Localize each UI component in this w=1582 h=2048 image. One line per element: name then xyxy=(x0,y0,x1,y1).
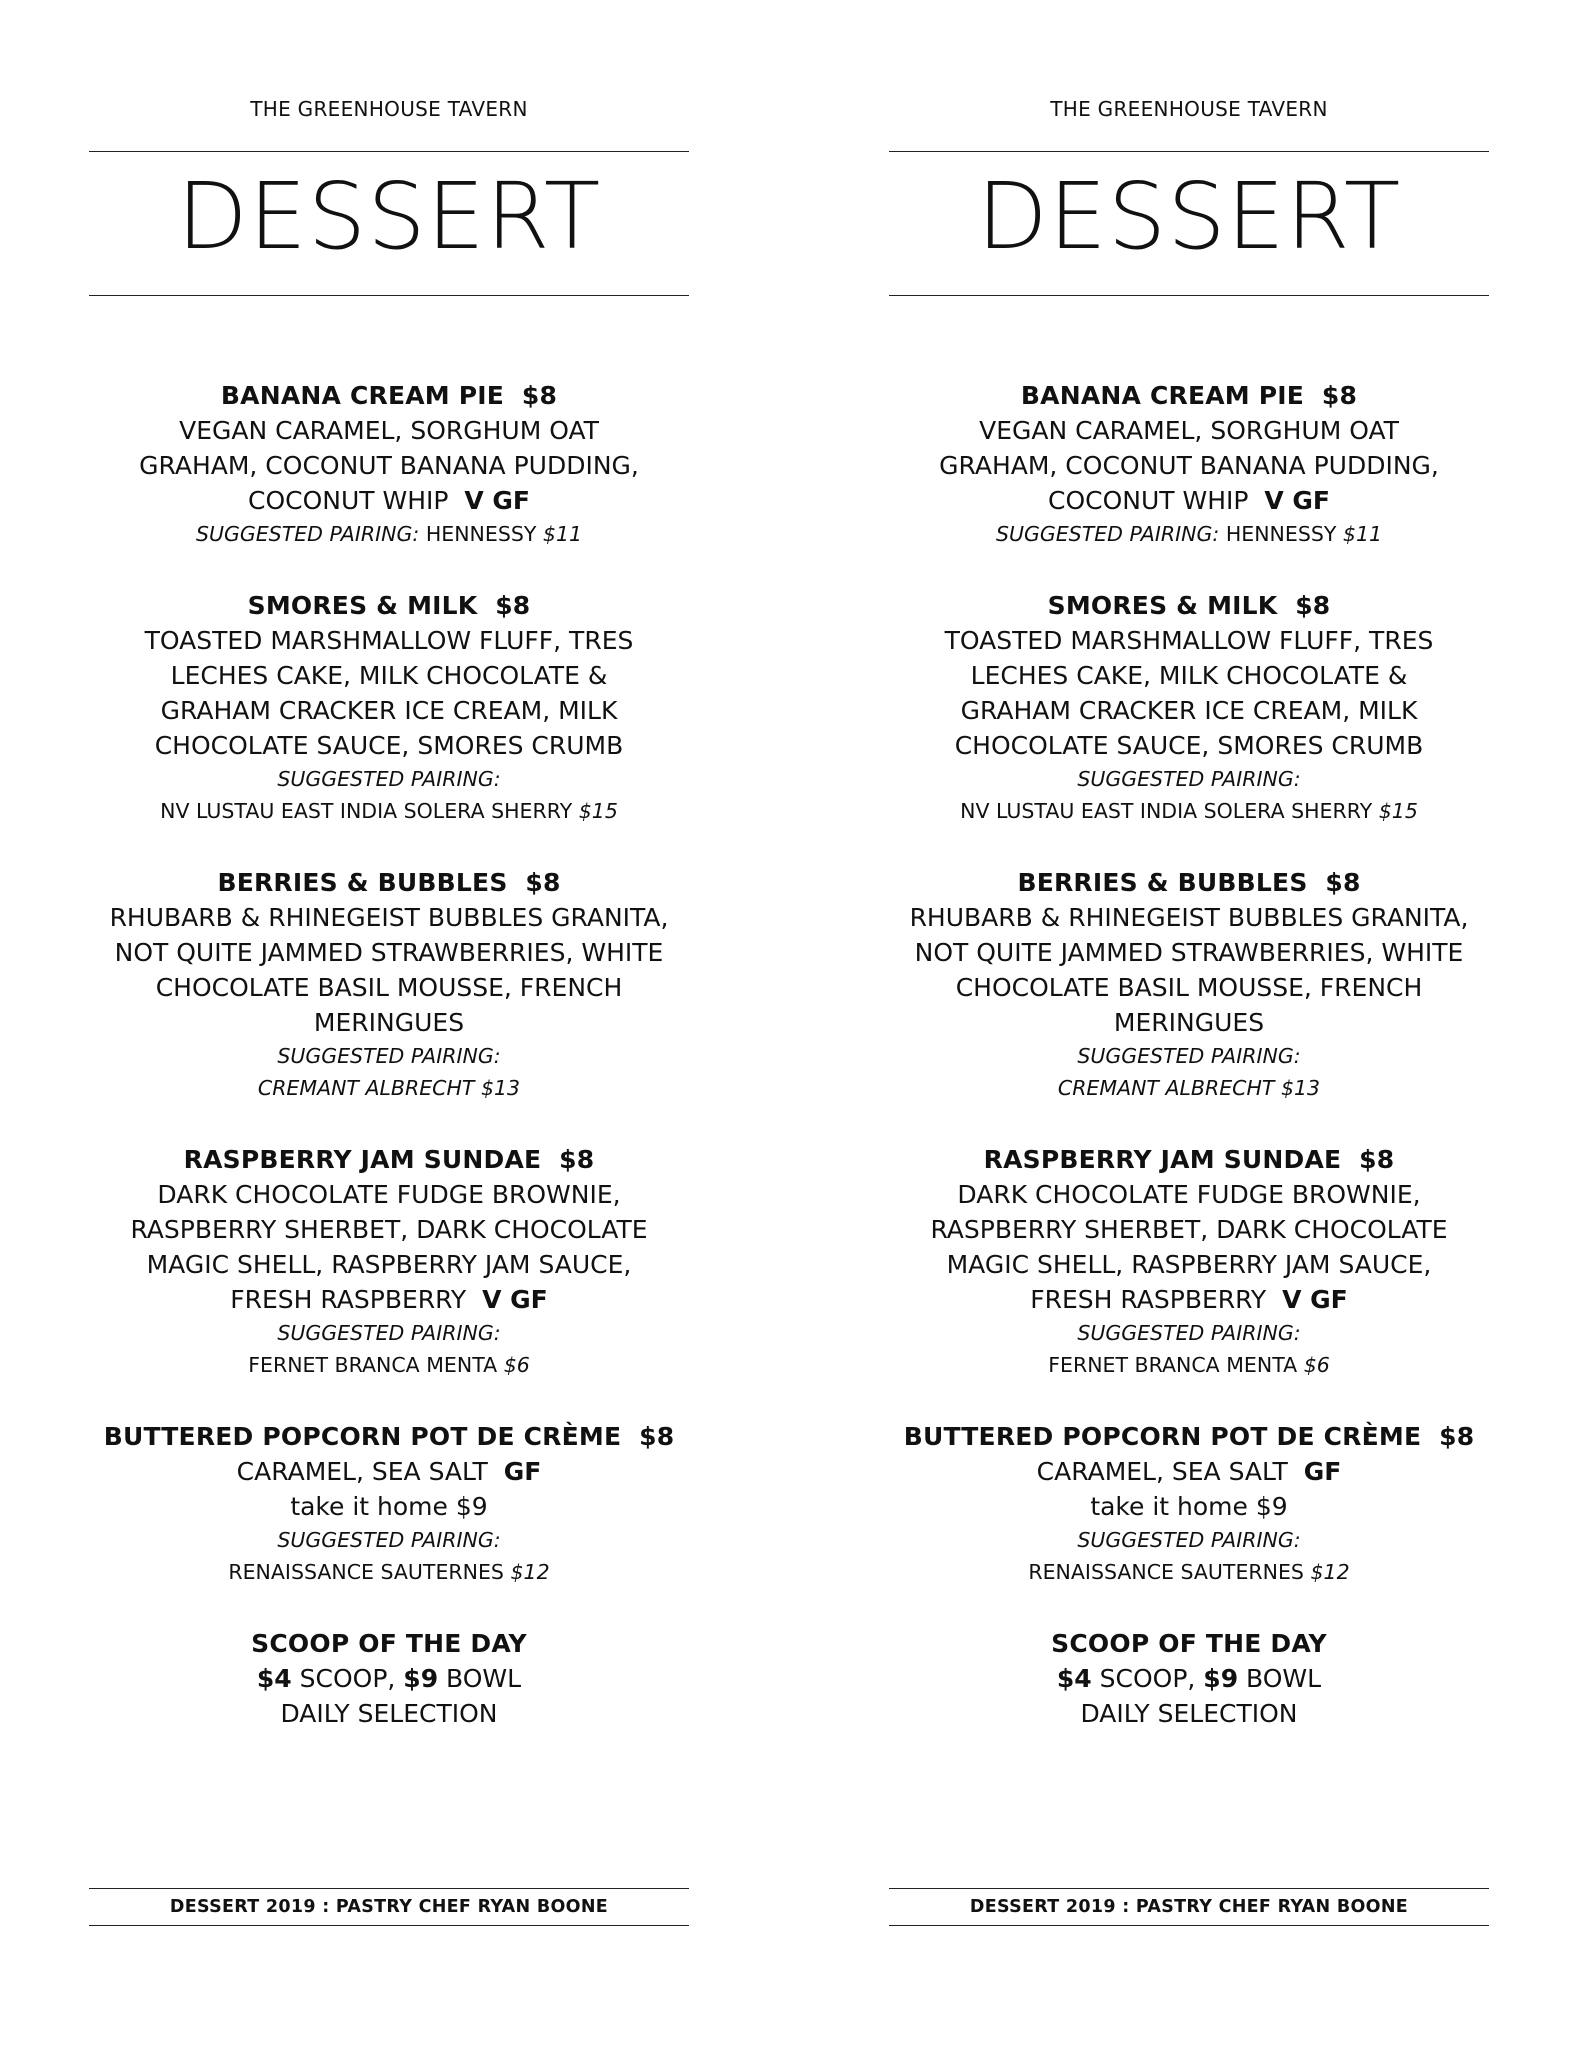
item-name: BERRIES & BUBBLES xyxy=(1017,868,1308,897)
item-heading xyxy=(89,588,689,623)
suggested-pairing xyxy=(889,1317,1489,1349)
item-ingredients: TOASTED MARSHMALLOW FLUFF, TRES LECHES CAKE, MILK CHOCOLATE & GRAHAM CRACKER ICE CREAM, MILK CHOCOLATE SAUCE, SMORES CRUMB xyxy=(944,626,1434,760)
pairing-price: $13 xyxy=(480,1076,521,1100)
item-name: BUTTERED POPCORN POT DE CRÈME xyxy=(103,1422,622,1451)
menu-item xyxy=(89,1142,689,1381)
scoop-price: $4 xyxy=(1056,1664,1092,1693)
diet-tags: GF xyxy=(1303,1457,1342,1486)
suggested-pairing xyxy=(889,763,1489,795)
item-description xyxy=(889,623,1489,763)
take-home-note: take it home $9 xyxy=(290,1492,488,1521)
item-name: RASPBERRY JAM SUNDAE xyxy=(983,1145,1342,1174)
pairing-name: CREMANT ALBRECHT xyxy=(1057,1076,1275,1100)
venue-name: THE GREENHOUSE TAVERN xyxy=(250,97,528,121)
item-description xyxy=(89,623,689,763)
scoop-description: DAILY SELECTION xyxy=(280,1699,498,1728)
diet-tags: V GF xyxy=(1282,1285,1348,1314)
diet-tags: V GF xyxy=(464,486,530,515)
menu-item xyxy=(889,865,1489,1104)
pairing-drink xyxy=(89,1072,689,1104)
pairing-price: $6 xyxy=(503,1353,530,1377)
pairing-name: NV LUSTAU EAST INDIA SOLERA SHERRY xyxy=(960,799,1373,823)
page-title: DESSERT xyxy=(176,163,602,270)
pairing-name: NV LUSTAU EAST INDIA SOLERA SHERRY xyxy=(160,799,573,823)
pairing-price: $12 xyxy=(1310,1560,1350,1584)
scoop-of-the-day xyxy=(89,1626,689,1731)
item-name: BANANA CREAM PIE xyxy=(220,381,505,410)
item-price: $8 xyxy=(559,1145,595,1174)
suggested-pairing xyxy=(89,1524,689,1556)
menu-item xyxy=(889,1142,1489,1381)
scoop-prices xyxy=(889,1661,1489,1696)
bowl-price: $9 xyxy=(403,1664,439,1693)
item-ingredients: DARK CHOCOLATE FUDGE BROWNIE, RASPBERRY SHERBET, DARK CHOCOLATE MAGIC SHELL, RASPBERRY JAM SAUCE, FRESH RASPBERRY xyxy=(930,1180,1448,1314)
menu-item xyxy=(89,865,689,1104)
menu-item xyxy=(889,378,1489,550)
pairing-drink xyxy=(889,1349,1489,1381)
item-description xyxy=(89,413,689,518)
pairing-label: SUGGESTED PAIRING: xyxy=(1077,767,1301,791)
item-description xyxy=(889,413,1489,518)
pairing-name: FERNET BRANCA MENTA xyxy=(248,1353,498,1377)
pairing-label: SUGGESTED PAIRING: xyxy=(277,767,501,791)
menu-item xyxy=(89,588,689,827)
bowl-label: BOWL xyxy=(446,1664,522,1693)
item-ingredients: DARK CHOCOLATE FUDGE BROWNIE, RASPBERRY SHERBET, DARK CHOCOLATE MAGIC SHELL, RASPBERRY JAM SAUCE, FRESH RASPBERRY xyxy=(130,1180,648,1314)
pairing-name: FERNET BRANCA MENTA xyxy=(1048,1353,1298,1377)
pairing-name: RENAISSANCE SAUTERNES xyxy=(1028,1560,1304,1584)
pairing-price: $15 xyxy=(578,799,618,823)
pairing-label: SUGGESTED PAIRING: xyxy=(277,1321,501,1345)
suggested-pairing xyxy=(89,518,689,550)
menu-left xyxy=(89,0,689,2048)
take-home-note: take it home $9 xyxy=(1090,1492,1288,1521)
pairing-label: SUGGESTED PAIRING: xyxy=(277,1528,501,1552)
pairing-label: SUGGESTED PAIRING: xyxy=(277,1044,501,1068)
item-price: $8 xyxy=(1295,591,1331,620)
suggested-pairing xyxy=(889,518,1489,550)
item-heading xyxy=(89,378,689,413)
scoop-description: DAILY SELECTION xyxy=(1080,1699,1298,1728)
venue-name: THE GREENHOUSE TAVERN xyxy=(1050,97,1328,121)
item-heading xyxy=(889,865,1489,900)
item-price: $8 xyxy=(1321,381,1358,410)
footer: DESSERT 2019 : PASTRY CHEF RYAN BOONE xyxy=(89,1888,689,1926)
pairing-label: SUGGESTED PAIRING: xyxy=(1077,1321,1301,1345)
pairing-price: $13 xyxy=(1280,1076,1321,1100)
item-ingredients: RHUBARB & RHINEGEIST BUBBLES GRANITA, NOT QUITE JAMMED STRAWBERRIES, WHITE CHOCOLATE BASIL MOUSSE, FRENCH MERINGUES xyxy=(109,903,669,1037)
scoop-name: SCOOP OF THE DAY xyxy=(1051,1629,1327,1658)
suggested-pairing xyxy=(89,763,689,795)
pairing-price: $6 xyxy=(1303,1353,1330,1377)
item-heading xyxy=(89,1142,689,1177)
item-ingredients: VEGAN CARAMEL, SORGHUM OAT GRAHAM, COCONUT BANANA PUDDING, COCONUT WHIP xyxy=(939,416,1439,515)
scoop-name: SCOOP OF THE DAY xyxy=(251,1629,527,1658)
item-ingredients: CARAMEL, SEA SALT xyxy=(1036,1457,1288,1486)
item-name: BERRIES & BUBBLES xyxy=(217,868,508,897)
item-description xyxy=(889,1454,1489,1489)
title-divider xyxy=(89,295,689,296)
pairing-drink xyxy=(89,1556,689,1588)
pairing-label: SUGGESTED PAIRING: xyxy=(995,522,1220,546)
pairing-label: SUGGESTED PAIRING: xyxy=(1077,1528,1301,1552)
scoop-of-the-day xyxy=(889,1626,1489,1731)
item-price: $8 xyxy=(639,1422,675,1451)
item-description xyxy=(89,1454,689,1489)
item-heading xyxy=(889,1142,1489,1177)
item-price: $8 xyxy=(1325,868,1361,897)
item-ingredients: TOASTED MARSHMALLOW FLUFF, TRES LECHES CAKE, MILK CHOCOLATE & GRAHAM CRACKER ICE CREAM, MILK CHOCOLATE SAUCE, SMORES CRUMB xyxy=(144,626,634,760)
item-description xyxy=(89,900,689,1040)
bowl-price: $9 xyxy=(1203,1664,1239,1693)
item-description xyxy=(89,1177,689,1317)
pairing-drink xyxy=(889,1556,1489,1588)
item-price: $8 xyxy=(1439,1422,1475,1451)
item-name: BUTTERED POPCORN POT DE CRÈME xyxy=(903,1422,1422,1451)
top-divider xyxy=(89,151,689,152)
menu-item xyxy=(889,1419,1489,1588)
pairing-drink xyxy=(889,1072,1489,1104)
scoop-prices xyxy=(89,1661,689,1696)
item-price: $8 xyxy=(495,591,531,620)
pairing-price: $15 xyxy=(1378,799,1418,823)
pairing-name: HENNESSY xyxy=(425,522,537,546)
scoop-label: SCOOP, xyxy=(1099,1664,1196,1693)
item-name: BANANA CREAM PIE xyxy=(1020,381,1305,410)
item-name: RASPBERRY JAM SUNDAE xyxy=(183,1145,542,1174)
item-heading xyxy=(89,1419,689,1454)
pairing-name: CREMANT ALBRECHT xyxy=(257,1076,475,1100)
pairing-price: $11 xyxy=(542,522,583,546)
pairing-price: $12 xyxy=(510,1560,550,1584)
pairing-drink xyxy=(89,795,689,827)
item-name: SMORES & MILK xyxy=(247,591,478,620)
suggested-pairing xyxy=(89,1040,689,1072)
page-title: DESSERT xyxy=(976,163,1402,270)
title-divider xyxy=(889,295,1489,296)
item-ingredients: RHUBARB & RHINEGEIST BUBBLES GRANITA, NOT QUITE JAMMED STRAWBERRIES, WHITE CHOCOLATE BASIL MOUSSE, FRENCH MERINGUES xyxy=(909,903,1469,1037)
item-price: $8 xyxy=(521,381,558,410)
footer: DESSERT 2019 : PASTRY CHEF RYAN BOONE xyxy=(889,1888,1489,1926)
item-heading xyxy=(889,378,1489,413)
suggested-pairing xyxy=(89,1317,689,1349)
menu-item xyxy=(89,378,689,550)
pairing-label: SUGGESTED PAIRING: xyxy=(1077,1044,1301,1068)
menu-item xyxy=(89,1419,689,1588)
item-heading xyxy=(89,865,689,900)
suggested-pairing xyxy=(889,1040,1489,1072)
pairing-label: SUGGESTED PAIRING: xyxy=(195,522,420,546)
bowl-label: BOWL xyxy=(1246,1664,1322,1693)
item-ingredients: VEGAN CARAMEL, SORGHUM OAT GRAHAM, COCONUT BANANA PUDDING, COCONUT WHIP xyxy=(139,416,639,515)
pairing-name: HENNESSY xyxy=(1225,522,1337,546)
pairing-price: $11 xyxy=(1342,522,1383,546)
pairing-drink xyxy=(889,795,1489,827)
menu-right xyxy=(889,0,1489,2048)
diet-tags: GF xyxy=(503,1457,542,1486)
item-description xyxy=(889,900,1489,1040)
scoop-label: SCOOP, xyxy=(299,1664,396,1693)
item-description xyxy=(889,1177,1489,1317)
diet-tags: V GF xyxy=(482,1285,548,1314)
pairing-name: RENAISSANCE SAUTERNES xyxy=(228,1560,504,1584)
top-divider xyxy=(889,151,1489,152)
item-heading xyxy=(889,1419,1489,1454)
diet-tags: V GF xyxy=(1264,486,1330,515)
suggested-pairing xyxy=(889,1524,1489,1556)
item-heading xyxy=(889,588,1489,623)
item-name: SMORES & MILK xyxy=(1047,591,1278,620)
dessert-list xyxy=(889,378,1489,1769)
item-price: $8 xyxy=(1359,1145,1395,1174)
item-ingredients: CARAMEL, SEA SALT xyxy=(236,1457,488,1486)
dessert-list xyxy=(89,378,689,1769)
scoop-price: $4 xyxy=(256,1664,292,1693)
menu-item xyxy=(889,588,1489,827)
pairing-drink xyxy=(89,1349,689,1381)
item-price: $8 xyxy=(525,868,561,897)
